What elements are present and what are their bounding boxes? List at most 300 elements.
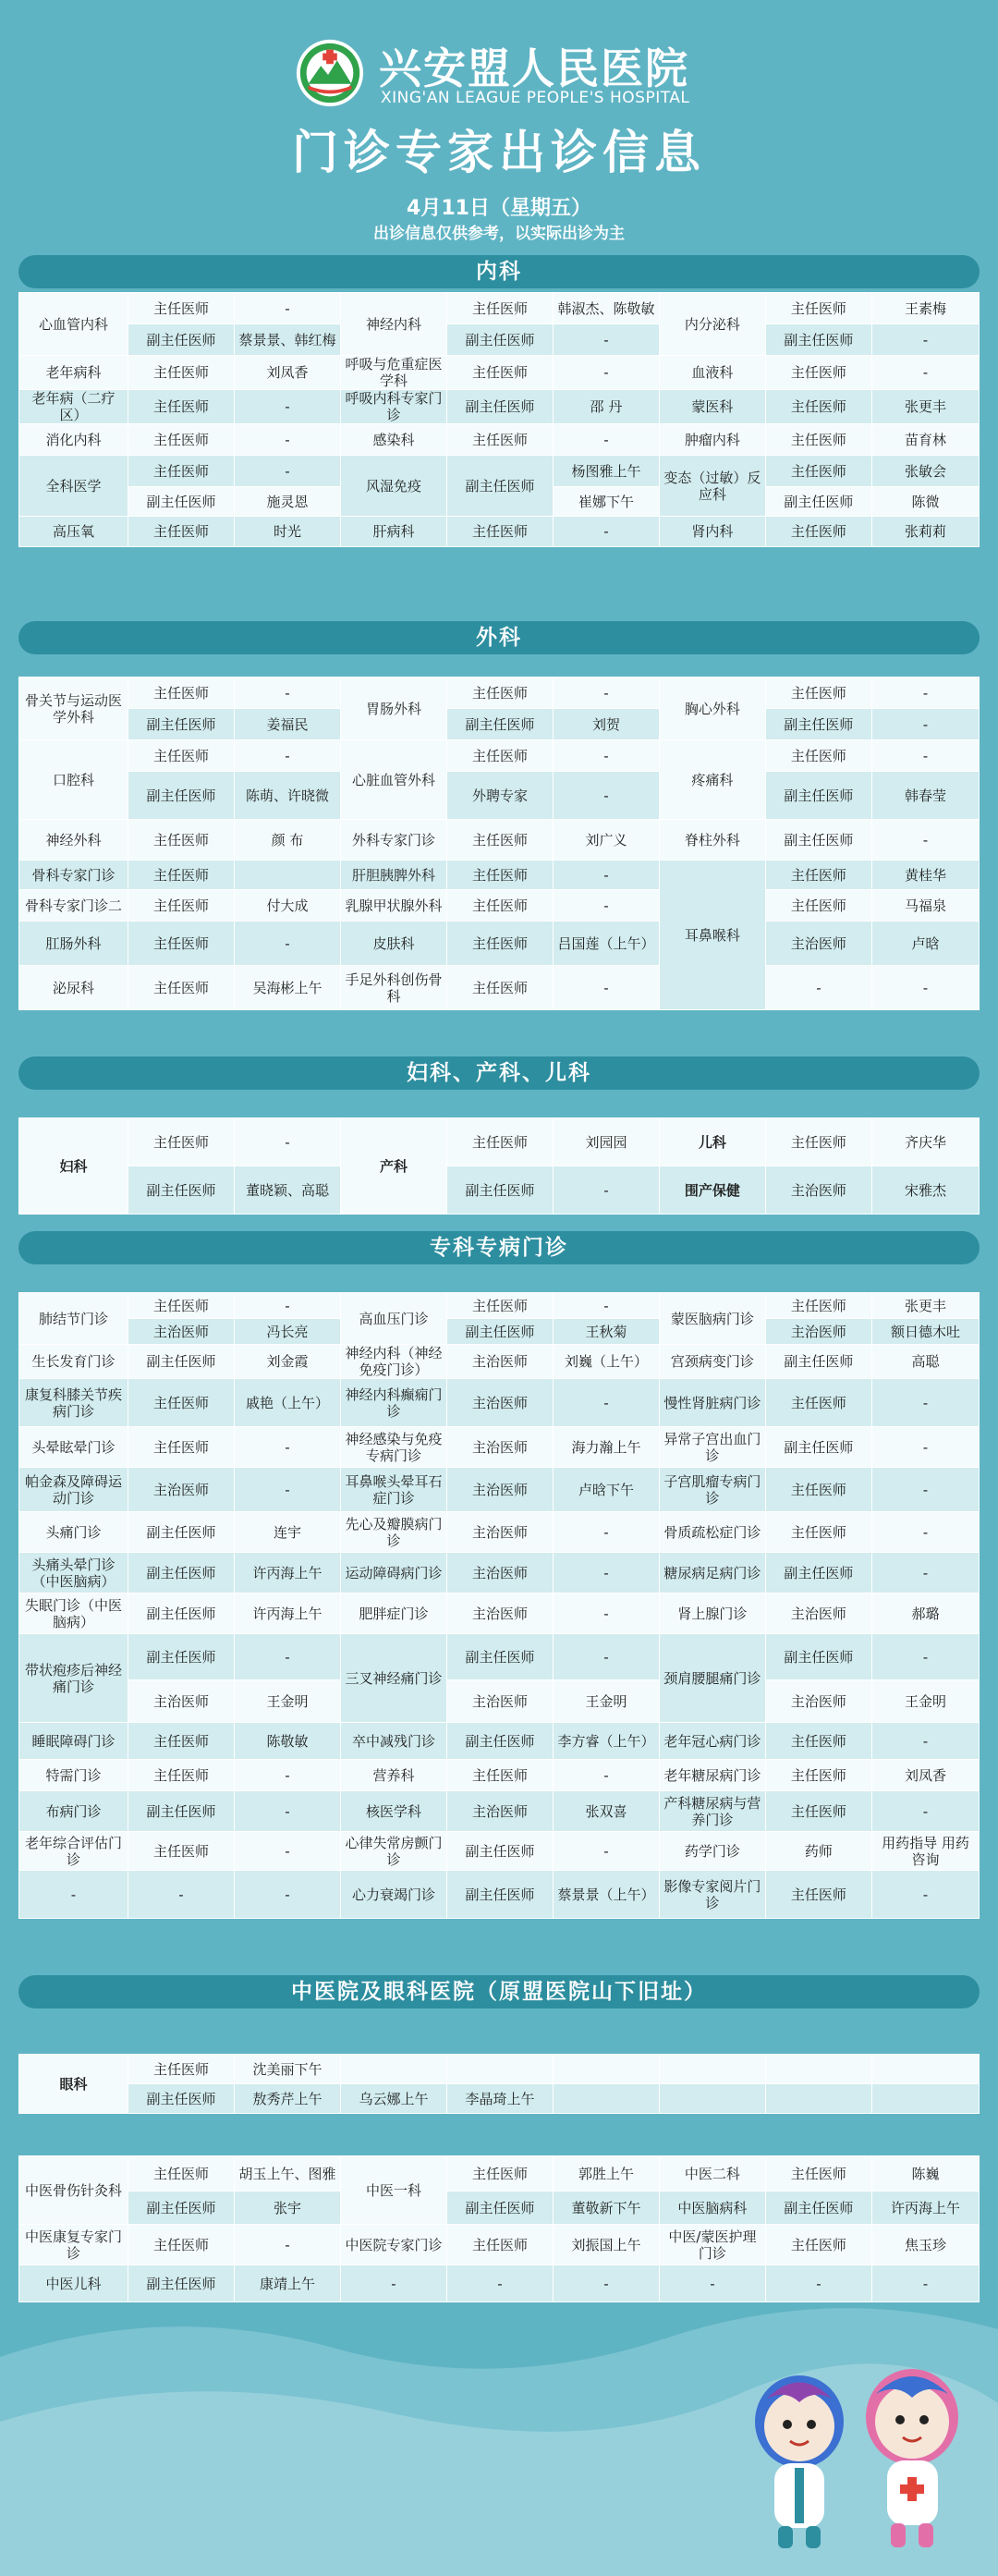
table-cell: 副主任医师 [446,2191,553,2225]
specialty-clinic-table [18,1292,980,1919]
table-cell: 主任医师 [128,2156,235,2191]
table-cell: - [871,324,979,356]
table-cell: 张更丰 [871,1293,979,1319]
table-cell: 中医院专家门诊 [340,2225,446,2265]
table-cell: - [871,678,979,709]
table-row [19,2191,980,2225]
table-cell: 许丙海上午 [235,1593,341,1634]
table-row [19,1680,980,1723]
table-cell: 骨质疏松症门诊 [659,1512,765,1553]
table-cell: 主任医师 [446,1293,553,1319]
table-cell: - [871,356,979,390]
table-cell: 董晓颖、高聪 [235,1166,341,1215]
table-row [19,1319,980,1345]
table-cell: 张宇 [235,2191,341,2225]
table-row [19,324,980,356]
table-cell: 主任医师 [128,861,235,890]
table-cell: - [553,517,659,547]
table-cell: - [235,922,341,966]
table-cell: 中医/蒙医护理门诊 [659,2225,765,2265]
table-cell: - [235,1293,341,1319]
table-cell: 主治医师 [446,1379,553,1427]
table-cell: - [235,2225,341,2265]
table-row [19,922,980,966]
table-cell: 张双喜 [553,1791,659,1832]
table-cell: 乳腺甲状腺外科 [340,890,446,922]
table-cell: - [871,1634,979,1680]
table-cell: - [553,1634,659,1680]
table-cell: - [553,890,659,922]
table-cell: 主任医师 [765,1118,871,1166]
table-cell: - [553,1379,659,1427]
table-cell: 施灵恩 [235,487,341,517]
table-cell: 中医康复专家门诊 [19,2225,128,2265]
table-row [19,456,980,487]
table-cell: 副主任医师 [765,1634,871,1680]
schedule-grid [18,2155,980,2302]
table-cell: 主任医师 [446,293,553,324]
table-cell: 失眠门诊（中医脑病） [19,1593,128,1634]
table-cell: 主任医师 [765,1512,871,1553]
table-cell: 耳鼻喉头晕耳石症门诊 [340,1468,446,1512]
table-cell: 主治医师 [128,1319,235,1345]
schedule-grid [18,2054,980,2114]
table-cell: 主任医师 [128,456,235,487]
table-row [19,1553,980,1593]
table-row [19,890,980,922]
table-cell: 骨关节与运动医学外科 [19,678,128,740]
table-cell: - [553,1293,659,1319]
table-cell: 王金明 [235,1680,341,1723]
hospital-brand [294,35,737,118]
table-cell: 王素梅 [871,293,979,324]
table-cell: 心脏血管外科 [340,740,446,820]
table-cell: 副主任医师 [446,1723,553,1760]
table-cell: 副主任医师 [128,1553,235,1593]
table-cell: 副主任医师 [446,1319,553,1345]
table-cell: 胡玉上午、图雅 [235,2156,341,2191]
table-row [19,966,980,1010]
table-cell: 老年糖尿病门诊 [659,1760,765,1791]
table-cell: 主任医师 [446,740,553,772]
table-cell: 消化内科 [19,424,128,456]
table-cell: - [553,356,659,390]
table-cell: 陈萌、许晓微 [235,772,341,820]
table-cell: 康复科膝关节疾病门诊 [19,1379,128,1427]
table-cell: 副主任医师 [765,709,871,740]
table-cell: - [659,2265,765,2302]
table-cell: 主治医师 [446,1553,553,1593]
schedule-grid [18,677,980,1010]
table-cell: - [19,1871,128,1919]
table-cell: - [871,1512,979,1553]
table-cell: 戚艳（上午） [235,1379,341,1427]
table-cell: - [446,2265,553,2302]
table-cell: 郝璐 [871,1593,979,1634]
table-cell: 外科专家门诊 [340,820,446,861]
table-cell: 主任医师 [765,293,871,324]
table-cell: 主治医师 [446,1468,553,1512]
table-cell: 时光 [235,517,341,547]
table-cell: 先心及瓣膜病门诊 [340,1512,446,1553]
table-cell: 老年病科 [19,356,128,390]
table-cell: - [340,2265,446,2302]
table-cell: - [765,2265,871,2302]
table-cell: 主治医师 [446,1512,553,1553]
table-cell: 韩淑杰、陈敬敏 [553,293,659,324]
table-cell: - [235,1832,341,1871]
schedule-grid [18,1292,980,1919]
table-cell: 中医一科 [340,2156,446,2225]
table-cell: 副主任医师 [128,1166,235,1215]
table-cell: 主治医师 [446,1427,553,1468]
page-header [0,0,998,250]
table-row [19,1345,980,1379]
table-cell: 主任医师 [128,2055,235,2084]
table-cell: 变态（过敏）反应科 [659,456,765,517]
table-cell: 主任医师 [128,517,235,547]
table-cell: 肛肠外科 [19,922,128,966]
table-cell: 主任医师 [128,424,235,456]
table-cell: 主治医师 [765,1593,871,1634]
table-cell [340,2055,446,2084]
table-cell: 付大成 [235,890,341,922]
table-cell: 主任医师 [128,740,235,772]
table-cell: 主任医师 [128,922,235,966]
table-cell: - [128,1871,235,1919]
table-row [19,740,980,772]
table-cell: 呼吸内科专家门诊 [340,390,446,424]
table-cell: 卢晗 [871,922,979,966]
table-cell: 张莉莉 [871,517,979,547]
table-cell: 陈敬敏 [235,1723,341,1760]
table-cell: - [871,709,979,740]
hospital-name: 兴安盟人民医院 [379,43,689,93]
table-cell: 主治医师 [128,1468,235,1512]
table-row [19,356,980,390]
table-row [19,1832,980,1871]
table-cell: 李方睿（上午） [553,1723,659,1760]
surgery-table [18,677,980,1010]
table-cell: 副主任医师 [128,1512,235,1553]
table-cell: 副主任医师 [765,487,871,517]
page-title: 门诊专家出诊信息 [292,126,706,179]
table-cell: 主治医师 [446,1680,553,1723]
table-cell: 生长发育门诊 [19,1345,128,1379]
table-cell: 中医骨伤针灸科 [19,2156,128,2225]
table-cell: 主任医师 [446,2156,553,2191]
table-cell: 胸心外科 [659,678,765,740]
table-cell: 妇科 [19,1118,128,1215]
table-cell: - [871,1553,979,1593]
table-cell: 主任医师 [446,820,553,861]
schedule-date: 4月11日（星期五） [407,197,591,220]
table-cell: - [553,2265,659,2302]
table-cell: 异常子宫出血门诊 [659,1427,765,1468]
table-cell: 运动障碍病门诊 [340,1553,446,1593]
table-cell: 蔡景景、韩红梅 [235,324,341,356]
table-cell: - [871,1723,979,1760]
table-cell: - [553,1166,659,1215]
table-cell: 李晶琦上午 [446,2084,553,2114]
table-cell: - [871,2265,979,2302]
table-cell: 主治医师 [765,1166,871,1215]
table-cell: 副主任医师 [765,2191,871,2225]
table-cell: 主任医师 [765,1293,871,1319]
table-cell: 海力瀚上午 [553,1427,659,1468]
table-cell: 疼痛科 [659,740,765,820]
table-cell: 心血管内科 [19,293,128,356]
table-row [19,678,980,709]
table-cell: 中医二科 [659,2156,765,2191]
table-cell: - [553,1760,659,1791]
table-cell: 主任医师 [765,1791,871,1832]
table-cell: 主任医师 [446,1760,553,1791]
table-cell: 主任医师 [765,890,871,922]
table-cell [659,2055,765,2084]
table-cell: - [871,1379,979,1427]
table-cell: 沈美丽下午 [235,2055,341,2084]
table-cell: 围产保健 [659,1166,765,1215]
table-cell: 主任医师 [765,390,871,424]
table-cell: 副主任医师 [765,1553,871,1593]
table-cell [871,2055,979,2084]
table-cell: 马福泉 [871,890,979,922]
table-cell: 主任医师 [128,1427,235,1468]
table-cell: 副主任医师 [128,1791,235,1832]
table-cell: 陈巍 [871,2156,979,2191]
table-cell: - [235,740,341,772]
table-cell: 焦玉珍 [871,2225,979,2265]
table-row [19,1723,980,1760]
table-cell: 颜 布 [235,820,341,861]
table-cell: 口腔科 [19,740,128,820]
table-cell: 神经内科癫痫门诊 [340,1379,446,1427]
table-cell: - [553,861,659,890]
table-cell [765,2055,871,2084]
table-cell: 主治医师 [446,1345,553,1379]
table-cell: 中医脑病科 [659,2191,765,2225]
schedule-grid [18,1117,980,1215]
table-cell: 冯长亮 [235,1319,341,1345]
table-cell: 主任医师 [765,1379,871,1427]
table-cell: 主任医师 [765,456,871,487]
table-cell: - [871,1427,979,1468]
table-cell: 主任医师 [765,2156,871,2191]
table-cell: 慢性肾脏病门诊 [659,1379,765,1427]
table-cell [446,2055,553,2084]
table-cell: 主任医师 [128,2225,235,2265]
table-cell: - [235,1427,341,1468]
table-cell: - [765,966,871,1010]
table-cell: 副主任医师 [446,1166,553,1215]
table-cell: 主任医师 [765,2225,871,2265]
table-cell: 药师 [765,1832,871,1871]
table-cell: 肝病科 [340,517,446,547]
table-cell: 主任医师 [446,517,553,547]
table-cell: 张敏会 [871,456,979,487]
table-cell: 肺结节门诊 [19,1293,128,1345]
table-cell: 神经外科 [19,820,128,861]
table-cell: 陈微 [871,487,979,517]
table-cell: 齐庆华 [871,1118,979,1166]
table-row [19,1791,980,1832]
table-cell: 姜福民 [235,709,341,740]
section-banner-internal: 内科 [18,255,980,288]
table-cell: 副主任医师 [765,324,871,356]
table-cell: 产科 [340,1118,446,1215]
table-cell: 副主任医师 [446,1832,553,1871]
table-cell: 敖秀芹上午 [235,2084,341,2114]
table-cell: 子宫肌瘤专病门诊 [659,1468,765,1512]
table-cell: 骨科专家门诊 [19,861,128,890]
table-row [19,1760,980,1791]
table-row [19,861,980,890]
hospital-name-en: XING'AN LEAGUE PEOPLE'S HOSPITAL [381,89,690,107]
table-cell: 主任医师 [128,1379,235,1427]
table-row [19,1118,980,1166]
table-cell: 刘凤香 [871,1760,979,1791]
table-cell: 主任医师 [128,1832,235,1871]
table-cell: 主任医师 [765,1760,871,1791]
table-cell: 主任医师 [128,356,235,390]
table-cell: 副主任医师 [765,1427,871,1468]
table-cell: 主任医师 [765,1468,871,1512]
table-cell: 主任医师 [128,1760,235,1791]
table-cell: 郭胜上午 [553,2156,659,2191]
table-row [19,1379,980,1427]
table-cell: 吴海彬上午 [235,966,341,1010]
tcm-hospital-table [18,2155,980,2302]
table-cell: 副主任医师 [446,1634,553,1680]
table-cell: 睡眠障碍门诊 [19,1723,128,1760]
table-cell: 外聘专家 [446,772,553,820]
table-cell: 刘园园 [553,1118,659,1166]
table-row [19,1427,980,1468]
table-cell: 主任医师 [128,1723,235,1760]
table-cell: - [553,1553,659,1593]
table-row [19,390,980,424]
table-cell: 影像专家阅片门诊 [659,1871,765,1919]
table-cell: - [235,678,341,709]
section-banner-specialty: 专科专病门诊 [18,1231,980,1264]
table-cell: - [553,772,659,820]
table-cell: 三叉神经痛门诊 [340,1634,446,1723]
table-cell: 主任医师 [128,966,235,1010]
table-cell: 肾上腺门诊 [659,1593,765,1634]
table-cell: 皮肤科 [340,922,446,966]
table-cell: 主任医师 [446,861,553,890]
table-cell: 副主任医师 [128,2265,235,2302]
table-cell: 王金明 [553,1680,659,1723]
table-cell: 药学门诊 [659,1832,765,1871]
table-cell: 主治医师 [765,922,871,966]
table-cell: 王秋菊 [553,1319,659,1345]
table-cell: 副主任医师 [446,390,553,424]
table-cell: 连宇 [235,1512,341,1553]
table-cell: 副主任医师 [128,709,235,740]
table-cell: 主任医师 [765,1871,871,1919]
table-row [19,2084,980,2114]
table-cell: 副主任医师 [128,487,235,517]
table-cell: 康靖上午 [235,2265,341,2302]
table-cell: 主任医师 [128,890,235,922]
table-cell: - [553,678,659,709]
obgyn-pediatrics-table [18,1117,980,1215]
table-cell: 内分泌科 [659,293,765,356]
table-cell: - [871,1791,979,1832]
table-cell [235,861,341,890]
table-cell: 苗育林 [871,424,979,456]
table-cell: 头痛门诊 [19,1512,128,1553]
table-cell: 张更丰 [871,390,979,424]
table-cell: 高血压门诊 [340,1293,446,1345]
table-cell: - [871,966,979,1010]
table-cell: 主任医师 [446,356,553,390]
table-cell: - [553,740,659,772]
hospital-logo-icon [294,37,366,109]
table-row [19,517,980,547]
table-cell: 主治医师 [765,1680,871,1723]
table-cell: 感染科 [340,424,446,456]
table-cell: 特需门诊 [19,1760,128,1791]
table-cell: 刘贺 [553,709,659,740]
table-cell: 卢晗下午 [553,1468,659,1512]
table-cell: - [235,1871,341,1919]
table-cell: 主治医师 [765,1319,871,1345]
section-banner-surgery: 外科 [18,621,980,654]
table-cell: 主任医师 [446,922,553,966]
table-cell: 杨图雅上午 [553,456,659,487]
table-cell: 卒中减残门诊 [340,1723,446,1760]
table-cell: 蒙医科 [659,390,765,424]
table-cell: 副主任医师 [765,820,871,861]
table-cell: 胃肠外科 [340,678,446,740]
table-cell: - [871,1871,979,1919]
table-cell: 副主任医师 [446,709,553,740]
table-cell: - [235,1791,341,1832]
table-cell: 黄桂华 [871,861,979,890]
table-cell: 肥胖症门诊 [340,1593,446,1634]
table-cell: 刘振国上午 [553,2225,659,2265]
table-cell: - [235,456,341,487]
table-cell: 乌云娜上午 [340,2084,446,2114]
table-cell: 主任医师 [128,390,235,424]
table-cell: 副主任医师 [765,772,871,820]
table-row [19,2055,980,2084]
table-cell: 主任医师 [765,424,871,456]
table-cell: 王金明 [871,1680,979,1723]
section-banner-tcm: 中医院及眼科医院（原盟医院山下旧址） [18,1975,980,2008]
table-cell: 产科糖尿病与营养门诊 [659,1791,765,1832]
table-cell: 心力衰竭门诊 [340,1871,446,1919]
table-cell: 副主任医师 [765,1345,871,1379]
table-cell [659,2084,765,2114]
table-row [19,772,980,820]
table-cell: - [553,1593,659,1634]
table-cell: 肾内科 [659,517,765,547]
table-cell: 高压氧 [19,517,128,547]
table-cell: 用药指导 用药咨询 [871,1832,979,1871]
schedule-grid [18,292,980,547]
table-cell: 全科医学 [19,456,128,517]
table-cell: 主任医师 [128,678,235,709]
table-row [19,1293,980,1319]
table-cell: 主任医师 [765,861,871,890]
table-cell: 头痛头晕门诊（中医脑病） [19,1553,128,1593]
table-cell: 手足外科创伤骨科 [340,966,446,1010]
table-cell: 老年综合评估门诊 [19,1832,128,1871]
